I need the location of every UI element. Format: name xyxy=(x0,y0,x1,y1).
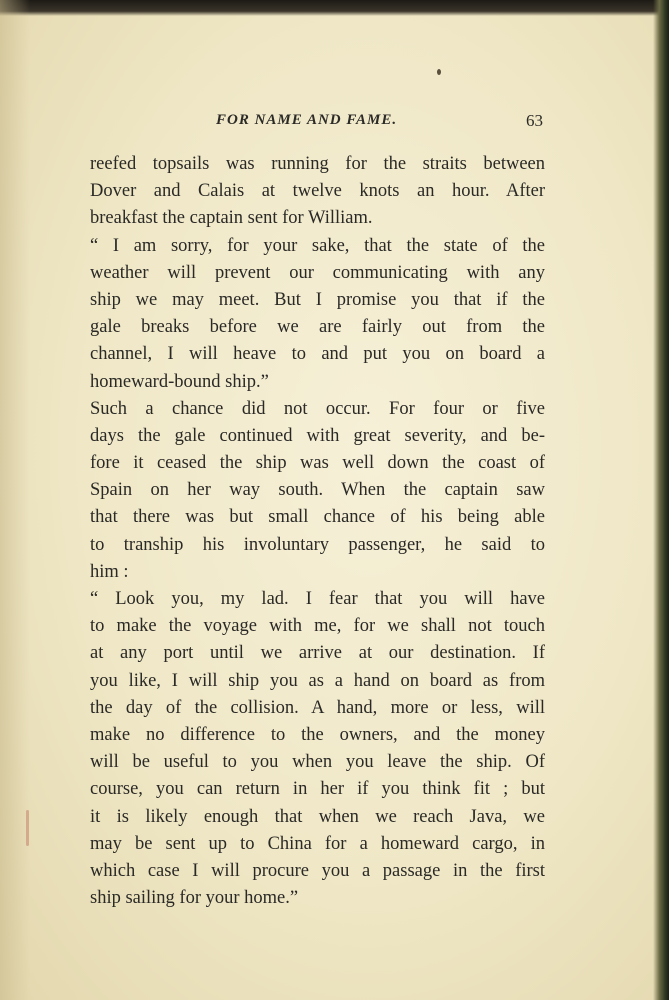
body-text xyxy=(90,151,545,912)
page-smudge xyxy=(26,810,29,846)
text-line: that there was but small chance of his being able xyxy=(90,507,545,528)
text-line: to tranship his involuntary passenger, he said to xyxy=(90,534,545,555)
text-line: homeward-bound ship.” xyxy=(90,371,269,392)
text-line: gale breaks before we are fairly out from the xyxy=(90,317,545,338)
text-line: Dover and Calais at twelve knots an hour. After xyxy=(90,181,545,202)
text-line: ship sailing for your home.” xyxy=(90,888,299,909)
ink-speck xyxy=(437,69,441,75)
text-line: course, you can return in her if you think fit ; but xyxy=(90,779,545,800)
text-line: Such a chance did not occur. For four or five xyxy=(90,398,545,419)
text-line: breakfast the captain sent for William. xyxy=(90,208,373,229)
book-cover-edge xyxy=(653,0,669,1000)
text-line: you like, I will ship you as a hand on board as from xyxy=(90,670,545,691)
page-number: 63 xyxy=(526,111,543,130)
text-line: “ I am sorry, for your sake, that the state of the xyxy=(90,235,545,256)
running-title: FOR NAME AND FAME. xyxy=(216,112,398,128)
text-line: it is likely enough that when we reach Java, we xyxy=(90,806,545,827)
text-line: may be sent up to China for a homeward cargo, in xyxy=(90,833,545,854)
text-line: make no difference to the owners, and the money xyxy=(90,724,545,745)
text-line: ship we may meet. But I promise you that if the xyxy=(90,289,545,310)
text-line: weather will prevent our communicating with any xyxy=(90,262,545,283)
text-line: the day of the collision. A hand, more or less, will xyxy=(90,697,545,718)
page-top-edge xyxy=(0,0,669,16)
text-line: days the gale continued with great severity, and be- xyxy=(90,425,545,446)
text-line: will be useful to you when you leave the ship. Of xyxy=(90,752,545,773)
text-line: which case I will procure you a passage in the first xyxy=(90,860,545,881)
text-line: channel, I will heave to and put you on board a xyxy=(90,344,545,365)
text-line: him : xyxy=(90,561,129,582)
page-gutter-shade xyxy=(0,0,30,1000)
text-line: fore it ceased the ship was well down the coast of xyxy=(90,453,545,474)
text-line: “ Look you, my lad. I fear that you will have xyxy=(90,589,545,609)
text-line: Spain on her way south. When the captain saw xyxy=(90,480,545,501)
running-header xyxy=(90,110,545,136)
text-line: at any port until we arrive at our destination. If xyxy=(90,643,545,664)
text-line: to make the voyage with me, for we shall not touch xyxy=(90,616,545,637)
text-line: reefed topsails was running for the straits between xyxy=(90,154,545,174)
